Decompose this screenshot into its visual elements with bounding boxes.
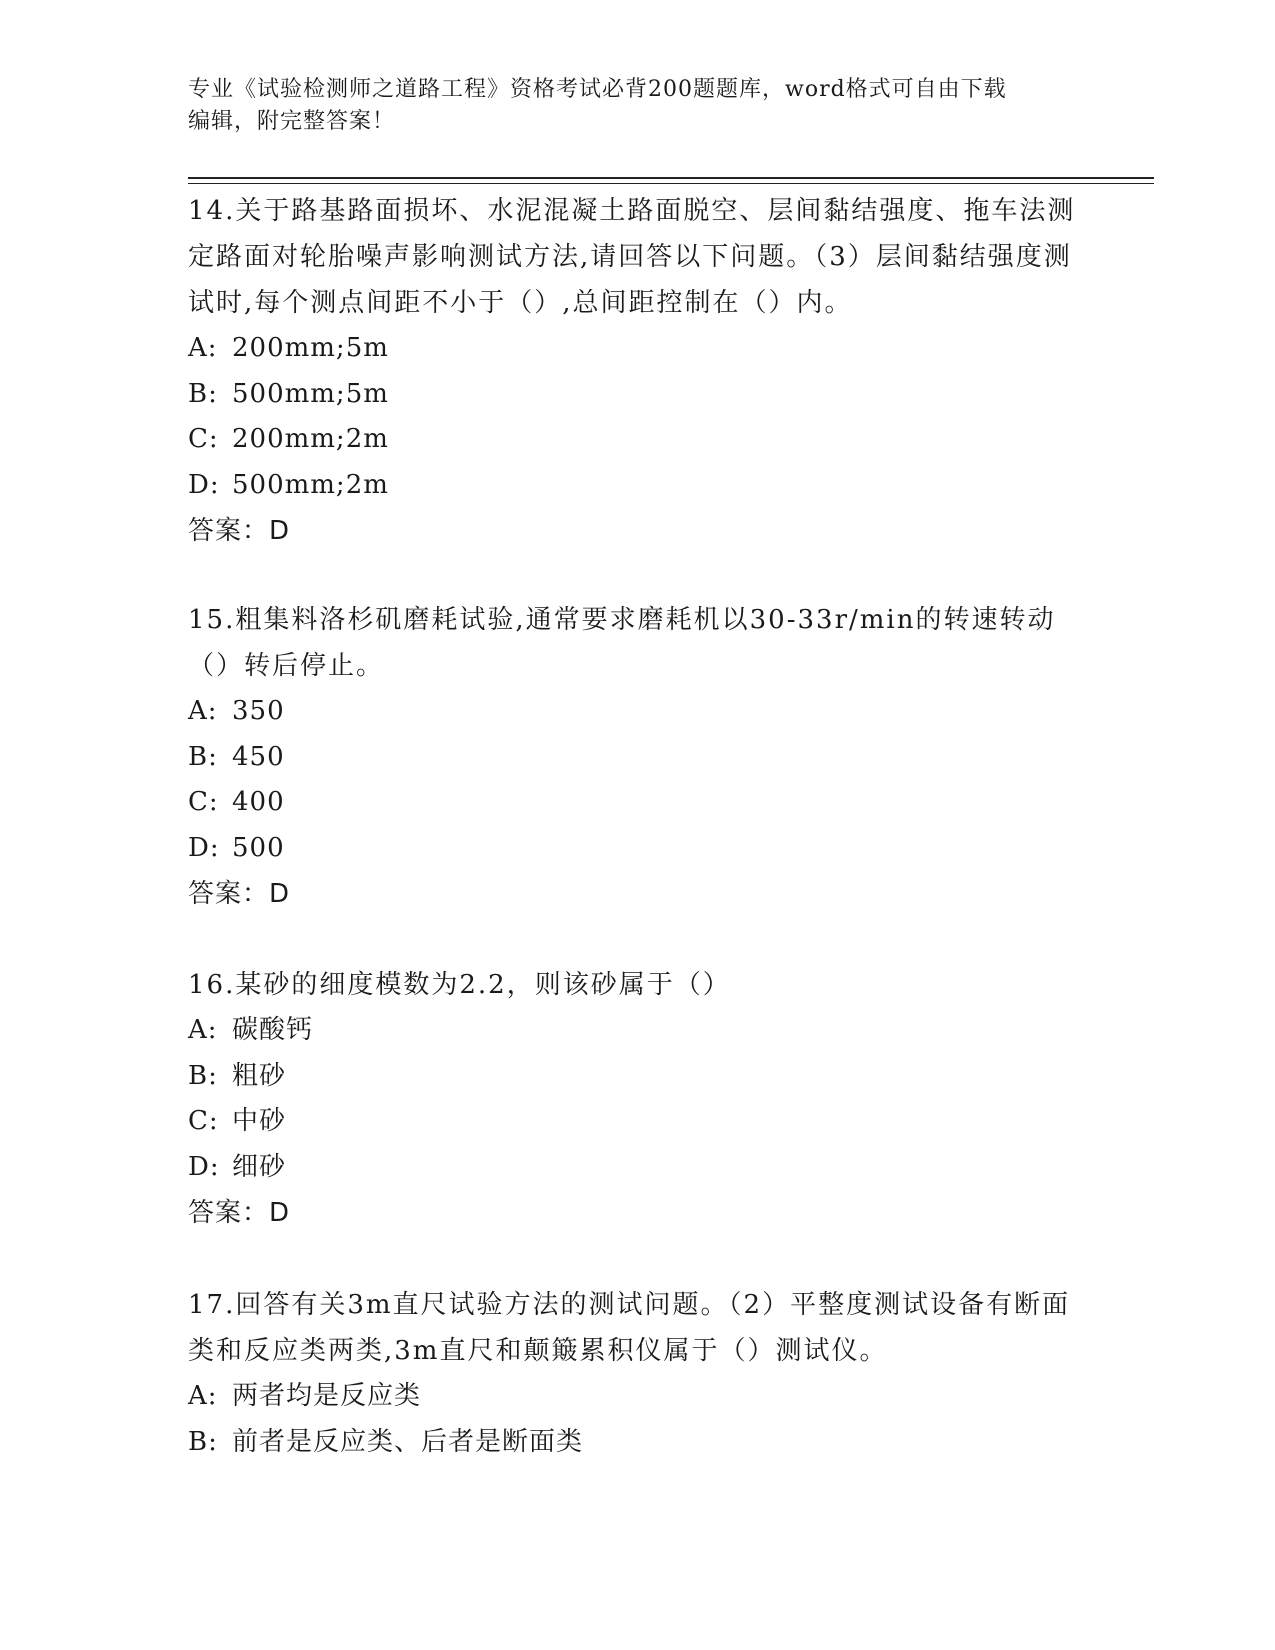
question-text: 16.某砂的细度模数为2.2，则该砂属于（） — [188, 970, 731, 1000]
question-14 — [188, 188, 1088, 554]
option-text: 碳酸钙 — [232, 1015, 314, 1045]
option-letter: A: — [188, 1381, 218, 1411]
option-a — [188, 1008, 1088, 1054]
option-text: 200mm;5m — [232, 333, 389, 363]
option-letter: C: — [188, 787, 219, 817]
option-letter: C: — [188, 1106, 219, 1136]
option-text: 200mm;2m — [232, 424, 389, 454]
option-letter: B: — [188, 741, 218, 772]
option-letter: B: — [188, 1060, 218, 1091]
option-c — [188, 1099, 1088, 1145]
option-letter: B: — [188, 378, 218, 409]
option-text: 350 — [232, 696, 285, 726]
option-b — [188, 372, 1088, 418]
option-text: 前者是反应类、后者是断面类 — [232, 1426, 584, 1457]
option-b — [188, 735, 1088, 781]
option-text: 500mm;2m — [232, 469, 389, 500]
header-divider-thin — [188, 183, 1154, 184]
answer-line: 答案：D — [188, 879, 291, 909]
option-d — [188, 463, 1088, 509]
option-text: 500 — [232, 832, 285, 863]
option-letter: A: — [188, 1015, 218, 1045]
option-letter: A: — [188, 333, 218, 363]
question-15 — [188, 597, 1088, 917]
option-a — [188, 689, 1088, 735]
option-b — [188, 1420, 1088, 1466]
question-text: 15.粗集料洛杉矶磨耗试验,通常要求磨耗机以30-33r/min的转速转动（）转后停止。 — [188, 605, 1056, 681]
option-text: 450 — [232, 741, 285, 772]
option-a — [188, 1374, 1088, 1420]
option-letter: A: — [188, 696, 218, 726]
question-text: 17.回答有关3m直尺试验方法的测试问题。（2）平整度测试设备有断面类和反应类两类,3m直尺和颠簸累积仪属于（）测试仪。 — [188, 1290, 1071, 1366]
header-line-1: 专业《试验检测师之道路工程》资格考试必背200题题库，word格式可自由下载 — [188, 77, 1007, 102]
document-header — [188, 74, 1088, 138]
option-d — [188, 826, 1088, 872]
option-letter: D: — [188, 1151, 220, 1182]
option-b — [188, 1054, 1088, 1100]
option-letter: D: — [188, 469, 220, 500]
option-text: 粗砂 — [232, 1060, 287, 1091]
option-letter: B: — [188, 1426, 218, 1457]
option-text: 细砂 — [232, 1151, 287, 1182]
option-letter: D: — [188, 832, 220, 863]
option-text: 两者均是反应类 — [232, 1381, 422, 1411]
header-divider — [188, 177, 1154, 179]
option-letter: C: — [188, 424, 219, 454]
option-text: 500mm;5m — [232, 378, 389, 409]
question-16 — [188, 962, 1088, 1236]
answer-line: 答案：D — [188, 516, 291, 546]
option-c — [188, 417, 1088, 463]
option-a — [188, 326, 1088, 372]
question-17 — [188, 1282, 1088, 1465]
option-text: 中砂 — [232, 1106, 287, 1136]
option-text: 400 — [232, 787, 285, 817]
option-d — [188, 1145, 1088, 1191]
answer-line: 答案：D — [188, 1198, 291, 1228]
option-c — [188, 780, 1088, 826]
header-line-2: 编辑，附完整答案！ — [188, 109, 396, 134]
question-text: 14.关于路基路面损坏、水泥混凝土路面脱空、层间黏结强度、拖车法测定路面对轮胎噪声影响测试方法,请回答以下问题。（3）层间黏结强度测试时,每个测点间距不小于（）,总间距控制在（）内。 — [188, 196, 1076, 318]
